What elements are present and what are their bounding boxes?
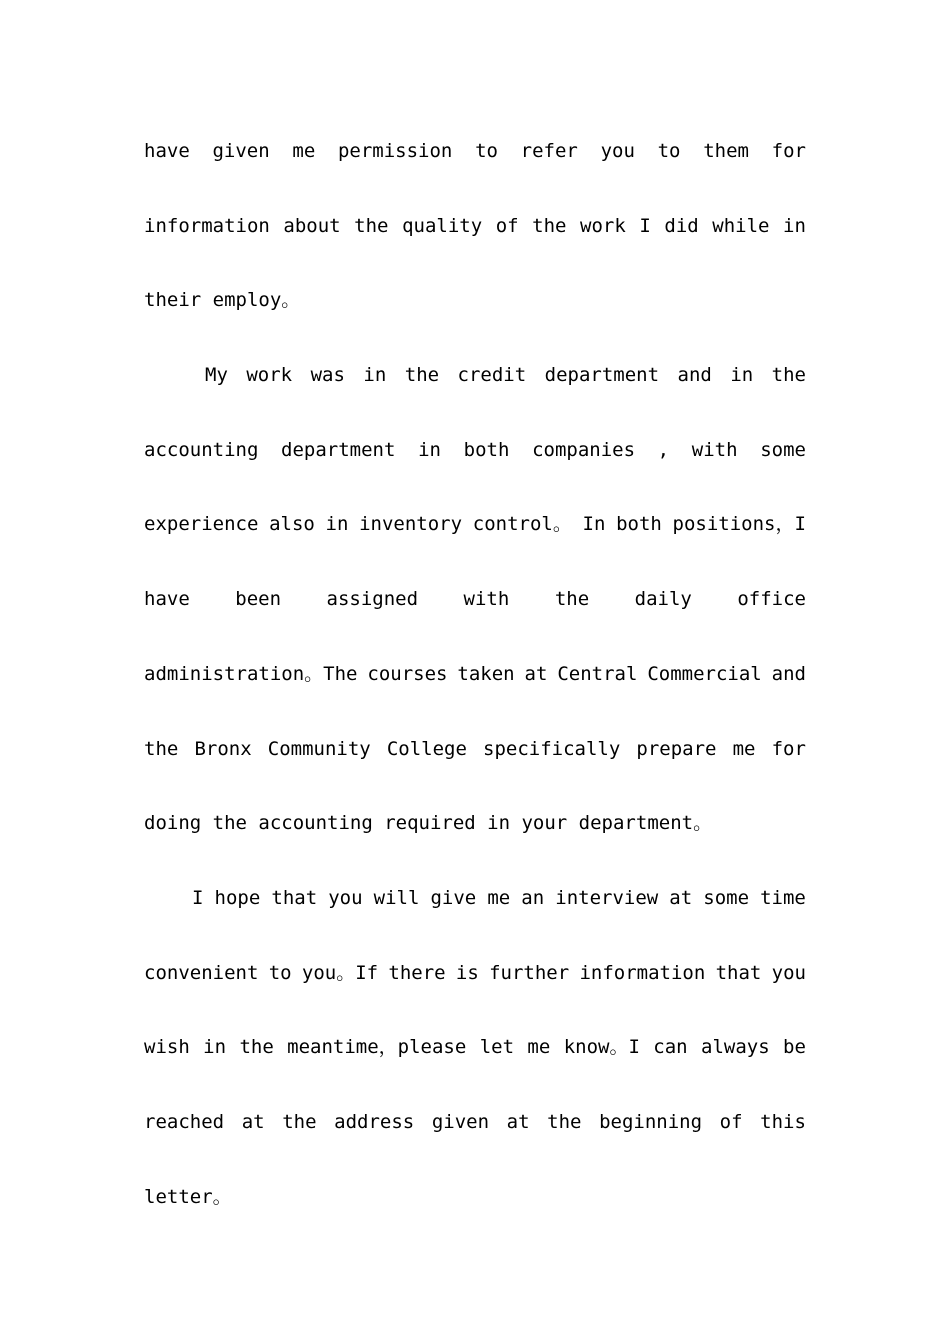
word: the: [532, 214, 567, 237]
word: prepare: [636, 737, 717, 760]
text-line: [144, 1024, 806, 1099]
word: taken: [457, 662, 515, 685]
text-line: doing the accounting required in your department。: [144, 812, 713, 835]
word: work: [580, 214, 626, 237]
word: did: [664, 214, 699, 237]
word: companies: [532, 438, 636, 461]
word: the: [282, 1110, 317, 1133]
word: at: [524, 662, 548, 685]
text-line: [144, 726, 806, 801]
word: the: [404, 364, 440, 387]
word: both: [463, 438, 510, 461]
word: further: [489, 961, 570, 984]
word: with: [691, 438, 738, 461]
word: with: [463, 588, 510, 611]
word: you。If: [301, 961, 379, 984]
word: credit: [457, 364, 527, 387]
word: the: [239, 1036, 274, 1059]
text-line: [144, 427, 806, 502]
word: refer: [520, 140, 578, 162]
text-line: [144, 950, 806, 1025]
word: you: [328, 886, 363, 909]
word: you: [771, 961, 806, 984]
word: the: [144, 737, 179, 760]
word: for: [771, 737, 806, 760]
word: some: [703, 886, 750, 909]
word: to: [657, 140, 681, 162]
word: wish: [144, 1036, 190, 1059]
word: I: [192, 886, 204, 909]
text-line: [144, 651, 806, 726]
word: be: [783, 1036, 806, 1059]
word: Commercial: [647, 662, 762, 685]
word: the: [354, 214, 389, 237]
word: In: [582, 513, 606, 536]
word: at: [506, 1110, 530, 1133]
word: office: [737, 588, 806, 611]
word: time: [760, 886, 806, 909]
text-line: [144, 875, 806, 950]
word: this: [760, 1110, 806, 1133]
text-line: [144, 203, 806, 278]
word: the: [771, 364, 806, 387]
word: and: [677, 364, 712, 387]
text-line: [144, 576, 806, 651]
word: and: [771, 662, 806, 685]
word: let: [479, 1036, 515, 1059]
word: an: [521, 886, 545, 909]
text-line: [144, 1099, 806, 1174]
word: information: [144, 214, 270, 237]
word: know。I: [563, 1036, 640, 1059]
word: about: [283, 214, 341, 237]
word: accounting: [144, 438, 259, 461]
word: that: [715, 961, 762, 984]
word: to: [475, 140, 498, 162]
word: hope: [214, 886, 261, 909]
letter-body: [144, 128, 806, 1248]
word: work: [246, 364, 293, 387]
word: at: [669, 886, 693, 909]
text-line: [144, 501, 806, 576]
word: interview: [555, 886, 659, 909]
word: some: [760, 438, 806, 461]
word: that: [271, 886, 318, 909]
word: in: [783, 214, 806, 237]
text-line: [144, 352, 806, 427]
word: in: [363, 364, 387, 387]
word: control。: [472, 513, 572, 536]
word: information: [579, 961, 706, 984]
word: specifically: [483, 737, 621, 760]
word: give: [430, 886, 477, 909]
word: in: [730, 364, 754, 387]
word: beginning: [599, 1110, 703, 1133]
word: can: [653, 1036, 688, 1059]
word: me: [487, 886, 511, 909]
word: the: [547, 1110, 582, 1133]
word: quality: [402, 214, 483, 237]
word: been: [235, 588, 282, 611]
word: of: [719, 1110, 743, 1133]
word: both: [616, 513, 662, 536]
word: ,: [657, 438, 670, 461]
word: for: [771, 140, 806, 162]
word: was: [310, 364, 345, 387]
word: at: [241, 1110, 265, 1133]
word: department: [544, 364, 660, 387]
word: them: [703, 140, 749, 162]
word: administration。The: [144, 662, 358, 685]
word: in: [325, 513, 349, 536]
word: the: [554, 588, 590, 611]
word: will: [373, 886, 420, 909]
word: daily: [634, 588, 692, 611]
word: have: [144, 588, 190, 611]
word: inventory: [359, 513, 463, 536]
word: I: [639, 214, 651, 237]
word: is: [455, 961, 479, 984]
text-line: their employ。: [144, 289, 301, 312]
word: Community: [267, 737, 371, 760]
word: given: [212, 140, 270, 162]
word: also: [269, 513, 315, 536]
word: address: [334, 1110, 415, 1133]
word: Central: [557, 662, 638, 685]
word: College: [386, 737, 467, 760]
word: always: [701, 1036, 770, 1059]
word: of: [495, 214, 519, 237]
word: me: [292, 140, 316, 162]
word: in: [203, 1036, 227, 1059]
word: to: [268, 961, 292, 984]
word: while: [712, 214, 770, 237]
word: My: [205, 364, 228, 387]
word: convenient: [144, 961, 259, 984]
word: experience: [144, 513, 259, 536]
word: reached: [144, 1110, 225, 1133]
word: meantime，please: [287, 1036, 467, 1059]
word: department: [281, 438, 396, 461]
text-line: letter。: [144, 1185, 232, 1208]
word: have: [144, 140, 190, 162]
word: Bronx: [194, 737, 252, 760]
text-line: [144, 128, 806, 203]
word: permission: [337, 140, 453, 162]
word: given: [431, 1110, 490, 1133]
word: assigned: [326, 588, 419, 611]
word: me: [527, 1036, 551, 1059]
word: there: [388, 961, 446, 984]
word: you: [600, 140, 635, 162]
word: courses: [367, 662, 448, 685]
word: positions，I: [672, 513, 806, 536]
word: me: [732, 737, 756, 760]
word: in: [418, 438, 441, 461]
